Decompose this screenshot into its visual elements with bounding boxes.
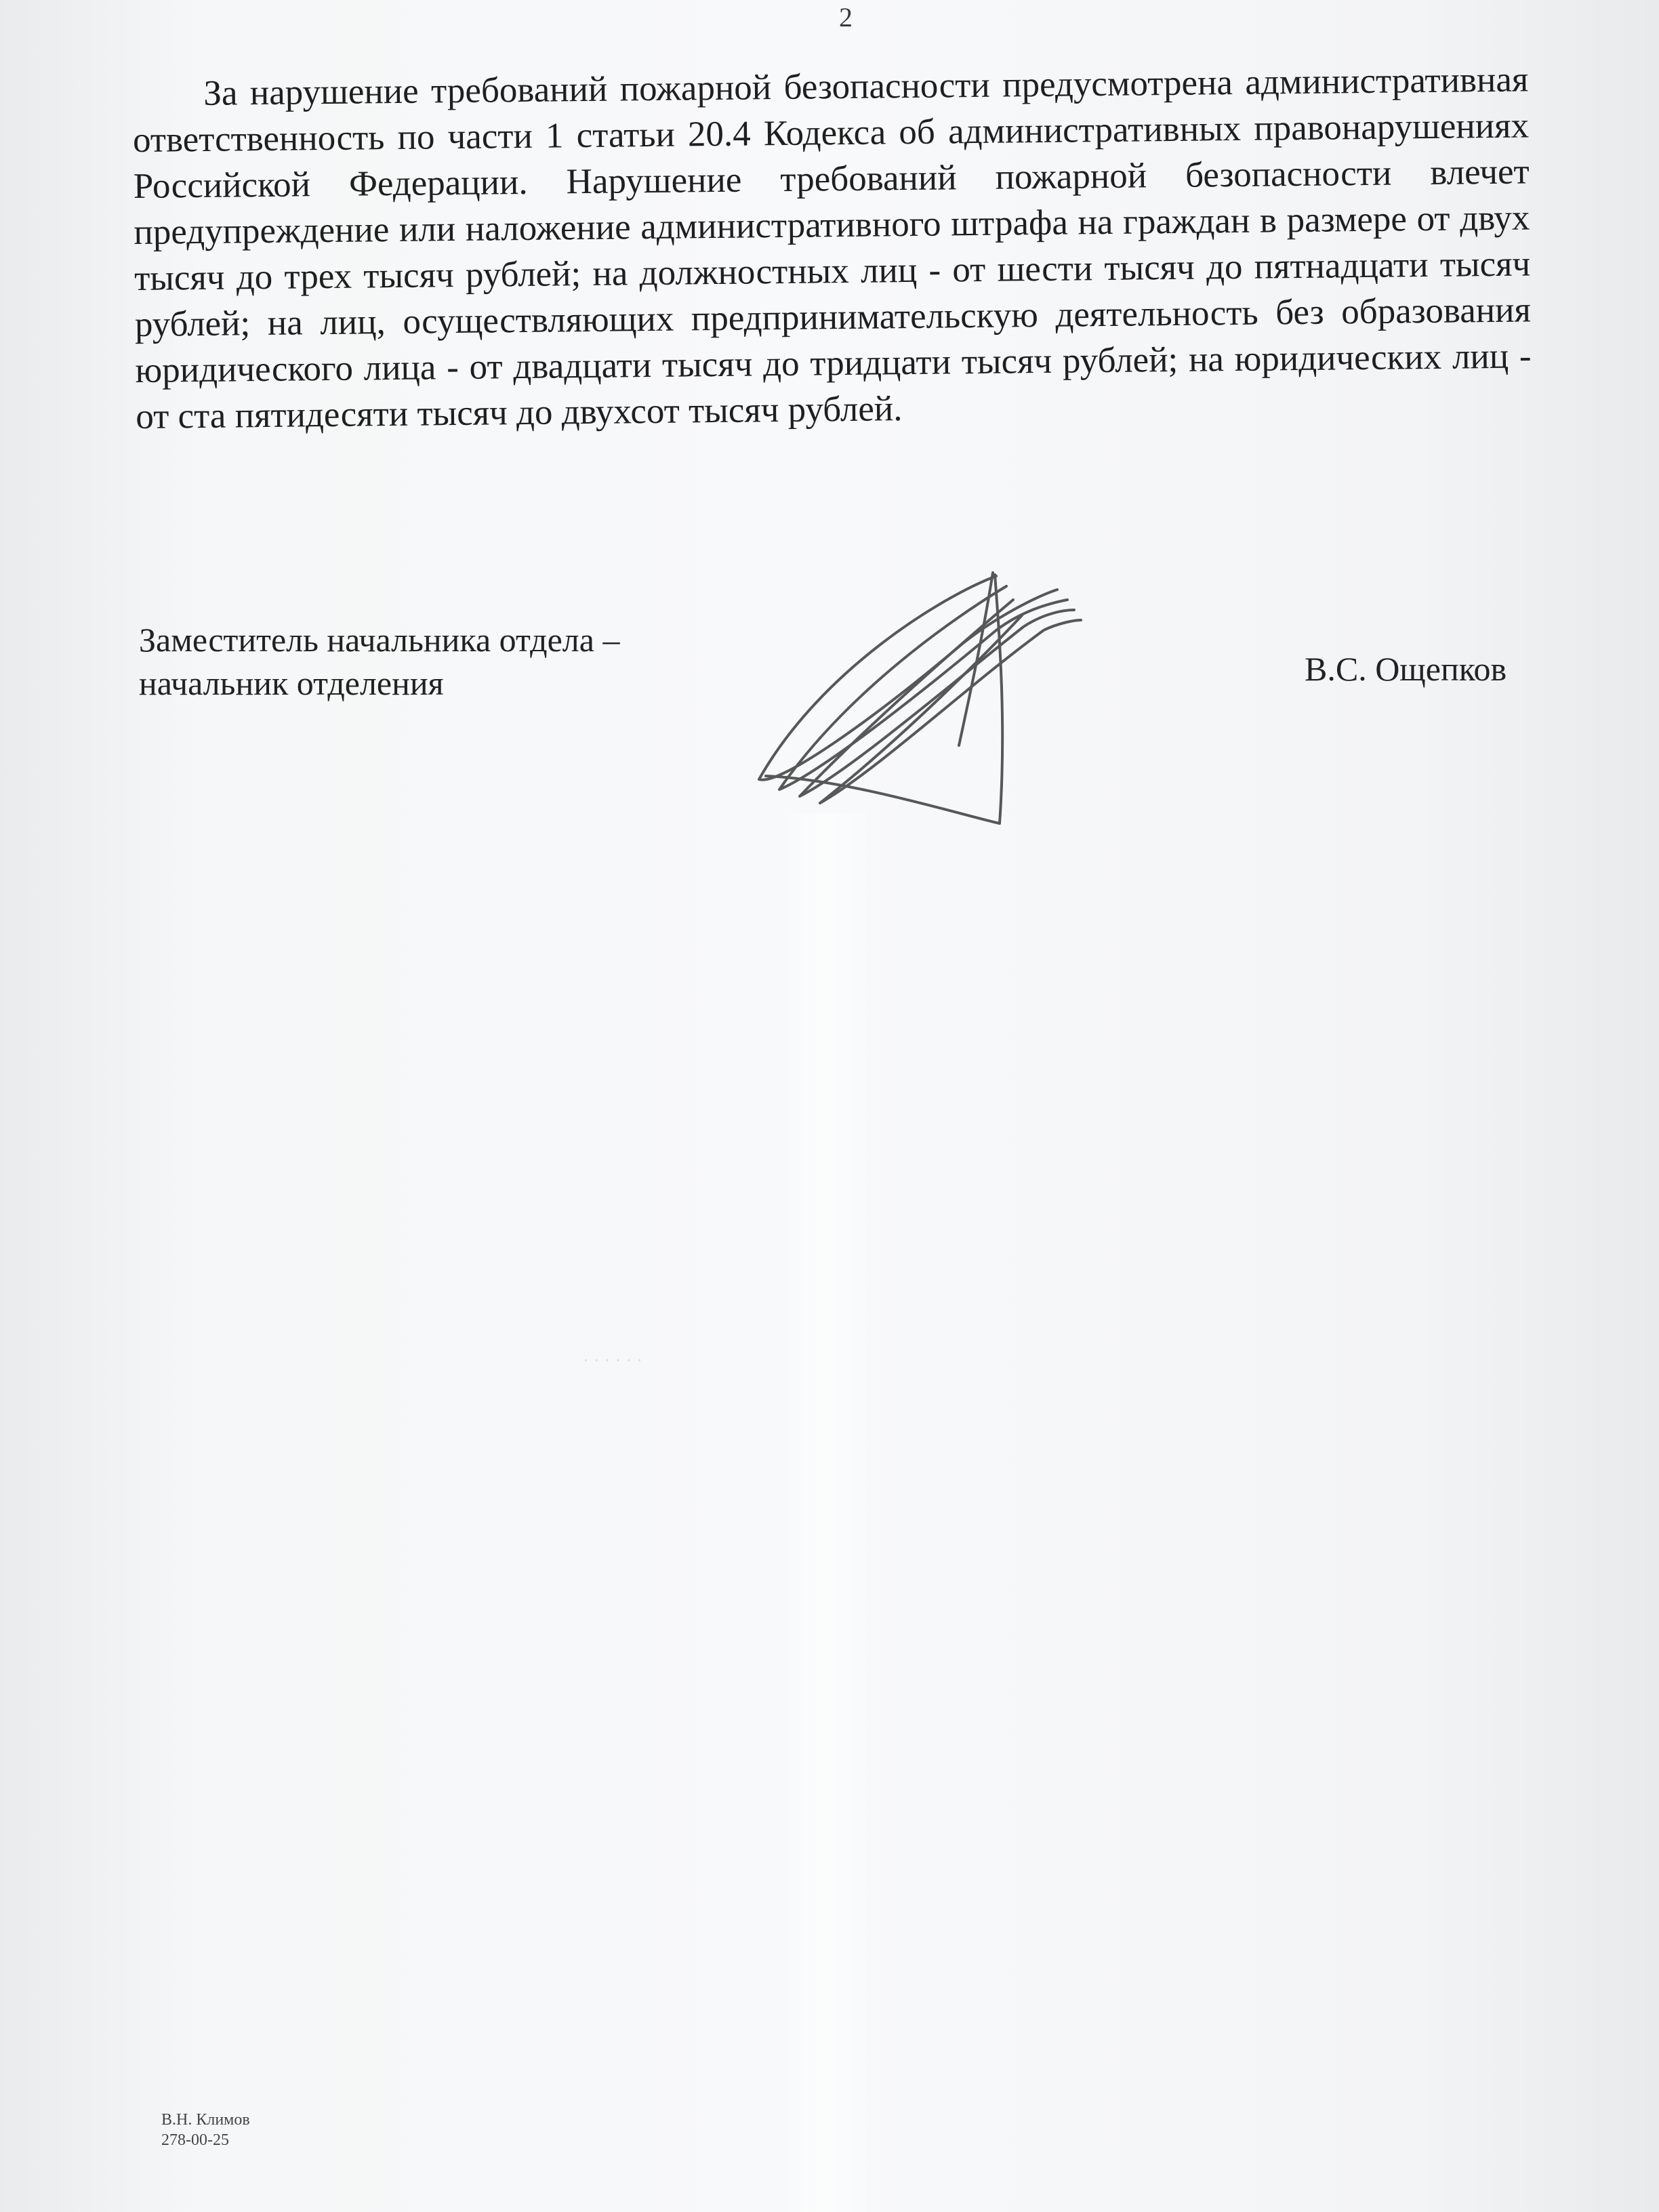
bleed-through-marks: · · · · · · (583, 1349, 643, 1369)
executor-phone: 278-00-25 (161, 2131, 229, 2149)
signatory-position-line2: начальник отделения (139, 664, 444, 702)
body-paragraph: За нарушение требований пожарной безопасности предусмотрена административная ответственность по части 1 статьи 20.4 Кодекса об административных правонарушениях Российской Федерации. Нарушение требований пожарной безопасности влечет предупреждение или наложение административного штрафа на граждан в размере от двух тысяч до трех тысяч рублей; на должностных лиц - от шести тысяч до пятнадцати тысяч рублей; на лиц, осуществляющих предпринимательскую деятельность без образования юридического лица - от двадцати тысяч до тридцати тысяч рублей; на юридических лиц - от ста пятидесяти тысяч до двухсот тысяч рублей. (132, 60, 1532, 436)
executor-info (161, 2110, 250, 2150)
signatory-position (139, 618, 619, 705)
signatory-position-line1: Заместитель начальника отдела – (139, 621, 620, 659)
page-number: 2 (839, 2, 853, 33)
handwritten-signature (739, 556, 1118, 840)
executor-name: В.Н. Климов (161, 2111, 250, 2129)
signatory-name: В.С. Ощепков (1305, 650, 1507, 688)
paper-crease (779, 813, 874, 2212)
